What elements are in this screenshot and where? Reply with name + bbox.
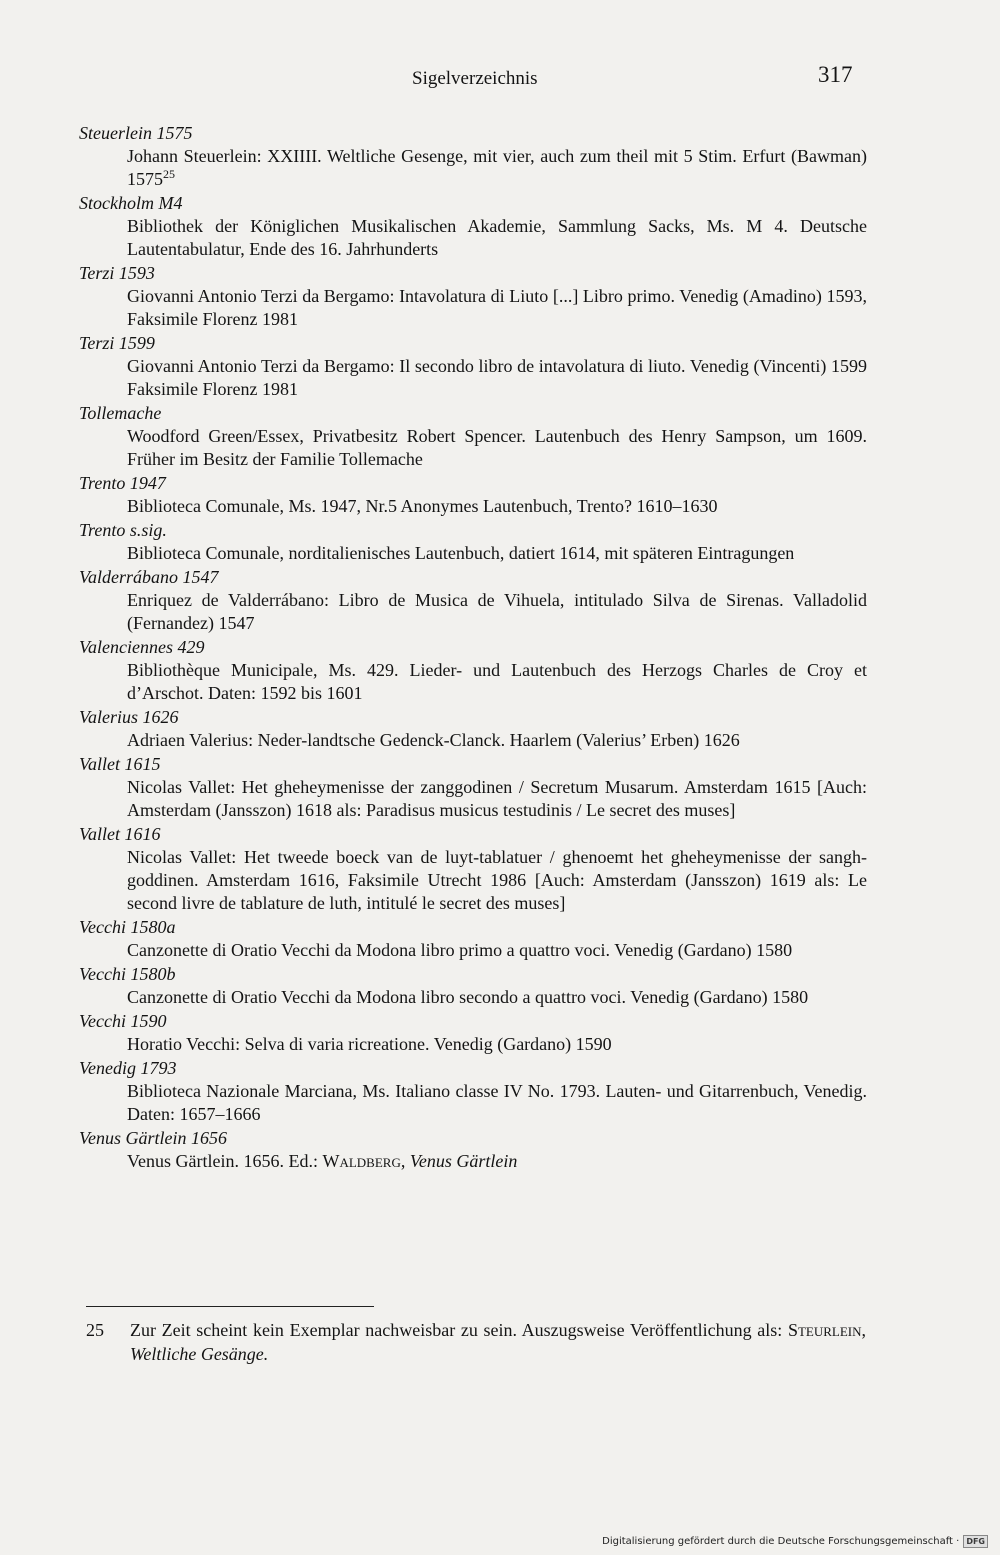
list-item: [79, 401, 867, 471]
list-item: [79, 518, 867, 565]
entry-description: Horatio Vecchi: Selva di varia ricreatione. Venedig (Gardano) 1590: [127, 1034, 612, 1054]
entry-siglum: Vallet 1616: [79, 824, 161, 844]
list-item: [79, 962, 867, 1009]
credit-text: Digitalisierung gefördert durch die Deutsche Forschungsgemeinschaft ·: [602, 1536, 960, 1547]
page-number: 317: [818, 62, 853, 87]
footnote-number: 25: [86, 1320, 104, 1340]
entry-description: Biblioteca Nazionale Marciana, Ms. Italiano classe IV No. 1793. Lauten- und Gitarrenbuch, Venedig. Daten: 1657–1666: [127, 1081, 867, 1124]
list-item: [79, 915, 867, 962]
entry-description: Giovanni Antonio Terzi da Bergamo: Intavolatura di Liuto [...] Libro primo. Venedig (Amadino) 1593, Faksimile Florenz 1981: [127, 286, 867, 329]
entry-siglum: Valenciennes 429: [79, 637, 205, 657]
list-item: [79, 752, 867, 822]
entry-siglum: Venus Gärtlein 1656: [79, 1128, 227, 1148]
entry-description: Adriaen Valerius: Neder-landtsche Gedenck-Clanck. Haarlem (Valerius’ Erben) 1626: [127, 730, 740, 750]
entry-siglum: Vecchi 1590: [79, 1011, 167, 1031]
entry-siglum: Vallet 1615: [79, 754, 161, 774]
entry-siglum: Valerius 1626: [79, 707, 179, 727]
running-header: [0, 62, 1000, 96]
entry-siglum: Trento 1947: [79, 473, 166, 493]
list-item: [79, 1056, 867, 1126]
dfg-logo-icon: DFG: [963, 1535, 988, 1548]
list-item: [79, 471, 867, 518]
list-item: [79, 635, 867, 705]
entry-siglum: Trento s.sig.: [79, 520, 167, 540]
digitization-credit: [602, 1535, 988, 1548]
list-item: [79, 822, 867, 915]
entry-siglum: Venedig 1793: [79, 1058, 177, 1078]
entry-description: Woodford Green/Essex, Privatbesitz Robert Spencer. Lautenbuch des Henry Sampson, um 1609. Früher im Besitz der Familie Tollemache: [127, 426, 867, 469]
list-item: [79, 1009, 867, 1056]
footnote-reference: 25: [163, 167, 175, 181]
footnote-divider: [86, 1306, 374, 1307]
entry-description: Bibliothek der Königlichen Musikalischen Akademie, Sammlung Sacks, Ms. M 4. Deutsche Lautentabulatur, Ende des 16. Jahrhunderts: [127, 216, 867, 259]
entry-description: Nicolas Vallet: Het tweede boeck van de luyt-tablatuer / ghenoemt het gheheymenisse der sangh-goddinen. Amsterdam 1616, Faksimile Utrecht 1986 [Auch: Amsterdam (Jansszon) 1619 als: Le second livre de tablature de luth, intitulé le secret des muses]: [127, 847, 867, 913]
list-item: [79, 1126, 867, 1173]
entry-description-text: Johann Steuerlein: XXIIII. Weltliche Gesenge, mit vier, auch zum theil mit 5 Stim. Erfurt (Bawman) 1575: [127, 146, 867, 189]
list-item: [79, 121, 867, 191]
entry-description-text: Venus Gärtlein. 1656. Ed.:: [127, 1151, 323, 1171]
entry-description: Bibliothèque Municipale, Ms. 429. Lieder- und Lautenbuch des Herzogs Charles de Croy et d’Arschot. Daten: 1592 bis 1601: [127, 660, 867, 703]
entry-description: Enriquez de Valderrábano: Libro de Musica de Vihuela, intitulado Silva de Sirenas. Valladolid (Fernandez) 1547: [127, 590, 867, 633]
entry-siglum: Vecchi 1580b: [79, 964, 176, 984]
footnote: [86, 1318, 866, 1366]
cited-title: Venus Gärtlein: [409, 1151, 518, 1171]
footnote-text: [130, 1318, 866, 1366]
separator: ,: [861, 1320, 866, 1340]
list-item: [79, 565, 867, 635]
entry-description: [79, 1150, 867, 1173]
separator: ,: [400, 1151, 410, 1171]
entry-description: [79, 145, 867, 191]
footnote-body: Zur Zeit scheint kein Exemplar nachweisbar zu sein. Auszugsweise Veröffentlichung als:: [130, 1320, 788, 1340]
entry-siglum: Steuerlein 1575: [79, 123, 193, 143]
entry-description: Giovanni Antonio Terzi da Bergamo: Il secondo libro de intavolatura di liuto. Venedig (Vincenti) 1599 Faksimile Florenz 1981: [127, 356, 867, 399]
list-item: [79, 331, 867, 401]
cited-author: Waldberg: [322, 1151, 401, 1171]
entry-description: Canzonette di Oratio Vecchi da Modona libro secondo a quattro voci. Venedig (Gardano) 1580: [127, 987, 809, 1007]
entry-siglum: Terzi 1593: [79, 263, 155, 283]
list-item: [79, 705, 867, 752]
entry-siglum: Stockholm M4: [79, 193, 183, 213]
cited-title: Weltliche Gesänge.: [130, 1344, 269, 1364]
running-title: Sigelverzeichnis: [412, 68, 538, 89]
list-item: [79, 191, 867, 261]
entry-description: Nicolas Vallet: Het gheheymenisse der zanggodinen / Secretum Musarum. Amsterdam 1615 [Auch: Amsterdam (Jansszon) 1618 als: Paradisus musicus testudinis / Le secret des muses]: [127, 777, 867, 820]
entry-siglum: Terzi 1599: [79, 333, 155, 353]
entry-description: Canzonette di Oratio Vecchi da Modona libro primo a quattro voci. Venedig (Gardano) 1580: [127, 940, 793, 960]
entry-siglum: Tollemache: [79, 403, 162, 423]
cited-author: Steurlein: [787, 1320, 862, 1340]
entry-description: Biblioteca Comunale, norditalienisches Lautenbuch, datiert 1614, mit späteren Eintragungen: [127, 543, 795, 563]
sigla-list: [79, 121, 867, 1173]
entry-siglum: Vecchi 1580a: [79, 917, 176, 937]
entry-siglum: Valderrábano 1547: [79, 567, 219, 587]
list-item: [79, 261, 867, 331]
entry-description: Biblioteca Comunale, Ms. 1947, Nr.5 Anonymes Lautenbuch, Trento? 1610–1630: [127, 496, 718, 516]
